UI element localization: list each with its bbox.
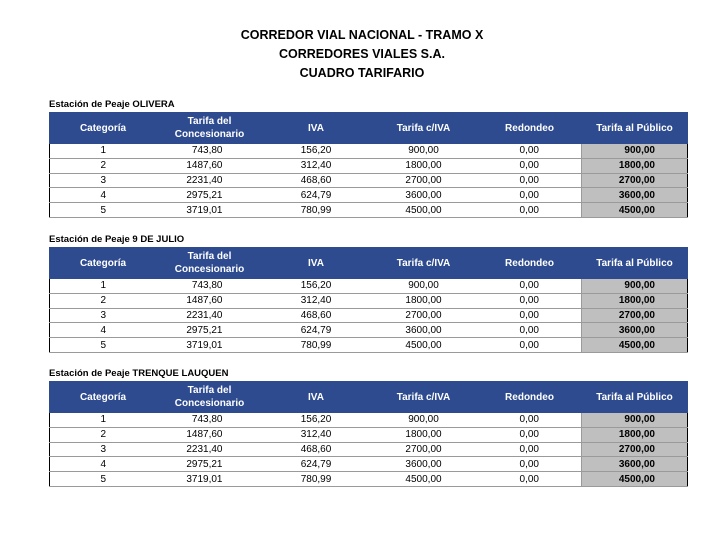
cell-redondeo: 0,00 bbox=[478, 158, 582, 173]
cell-tarifa-publico: 900,00 bbox=[582, 144, 688, 159]
header-tarifa-publico: Tarifa al Público bbox=[582, 248, 688, 279]
header-tarifa-civa: Tarifa c/IVA bbox=[370, 248, 478, 279]
station-section bbox=[49, 234, 687, 353]
cell-categoria: 5 bbox=[50, 203, 157, 218]
cell-tarifa-concesionario: 2975,21 bbox=[157, 188, 263, 203]
cell-iva: 624,79 bbox=[263, 323, 370, 338]
table-row bbox=[50, 457, 688, 472]
cell-iva: 624,79 bbox=[263, 457, 370, 472]
cell-tarifa-publico: 4500,00 bbox=[582, 203, 688, 218]
cell-redondeo: 0,00 bbox=[478, 413, 582, 428]
cell-tarifa-concesionario: 743,80 bbox=[157, 413, 263, 428]
cell-tarifa-civa: 2700,00 bbox=[370, 442, 478, 457]
cell-redondeo: 0,00 bbox=[478, 203, 582, 218]
table-row bbox=[50, 279, 688, 294]
station-label: Estación de Peaje OLIVERA bbox=[49, 99, 175, 110]
cell-tarifa-publico: 1800,00 bbox=[582, 158, 688, 173]
cell-tarifa-civa: 1800,00 bbox=[370, 158, 478, 173]
tariff-table bbox=[49, 381, 688, 487]
cell-categoria: 1 bbox=[50, 279, 157, 294]
cell-redondeo: 0,00 bbox=[478, 188, 582, 203]
cell-tarifa-concesionario: 3719,01 bbox=[157, 203, 263, 218]
header-tarifa-concesionario bbox=[157, 248, 263, 279]
cell-tarifa-concesionario: 3719,01 bbox=[157, 472, 263, 487]
cell-tarifa-concesionario: 2975,21 bbox=[157, 457, 263, 472]
cell-redondeo: 0,00 bbox=[478, 293, 582, 308]
cell-tarifa-concesionario: 2975,21 bbox=[157, 323, 263, 338]
cell-iva: 468,60 bbox=[263, 308, 370, 323]
header-tarifa-line2: Concesionario bbox=[174, 398, 245, 409]
cell-tarifa-publico: 4500,00 bbox=[582, 472, 688, 487]
cell-iva: 780,99 bbox=[263, 203, 370, 218]
cell-redondeo: 0,00 bbox=[478, 173, 582, 188]
station-label: Estación de Peaje TRENQUE LAUQUEN bbox=[49, 368, 229, 379]
table-header-row bbox=[50, 248, 688, 279]
cell-categoria: 1 bbox=[50, 413, 157, 428]
station-label: Estación de Peaje 9 DE JULIO bbox=[49, 234, 185, 245]
cell-tarifa-publico: 3600,00 bbox=[582, 188, 688, 203]
cell-categoria: 5 bbox=[50, 472, 157, 487]
cell-redondeo: 0,00 bbox=[478, 308, 582, 323]
cell-iva: 780,99 bbox=[263, 472, 370, 487]
cell-categoria: 4 bbox=[50, 457, 157, 472]
header-redondeo: Redondeo bbox=[478, 382, 582, 413]
cell-tarifa-concesionario: 743,80 bbox=[157, 279, 263, 294]
cell-tarifa-civa: 4500,00 bbox=[370, 472, 478, 487]
cell-tarifa-publico: 3600,00 bbox=[582, 323, 688, 338]
header-redondeo: Redondeo bbox=[478, 113, 582, 144]
cell-categoria: 1 bbox=[50, 144, 157, 159]
cell-redondeo: 0,00 bbox=[478, 427, 582, 442]
cell-categoria: 4 bbox=[50, 188, 157, 203]
table-row bbox=[50, 427, 688, 442]
cell-tarifa-publico: 2700,00 bbox=[582, 308, 688, 323]
header-iva: IVA bbox=[263, 113, 370, 144]
table-row bbox=[50, 323, 688, 338]
cell-tarifa-publico: 1800,00 bbox=[582, 427, 688, 442]
cell-tarifa-civa: 4500,00 bbox=[370, 203, 478, 218]
cell-tarifa-concesionario: 1487,60 bbox=[157, 427, 263, 442]
cell-tarifa-publico: 3600,00 bbox=[582, 457, 688, 472]
cell-redondeo: 0,00 bbox=[478, 338, 582, 353]
table-row bbox=[50, 144, 688, 159]
cell-iva: 624,79 bbox=[263, 188, 370, 203]
table-row bbox=[50, 413, 688, 428]
cell-tarifa-concesionario: 1487,60 bbox=[157, 158, 263, 173]
table-row bbox=[50, 203, 688, 218]
cell-tarifa-concesionario: 2231,40 bbox=[157, 308, 263, 323]
cell-tarifa-civa: 3600,00 bbox=[370, 457, 478, 472]
cell-tarifa-civa: 3600,00 bbox=[370, 188, 478, 203]
document-titles bbox=[0, 26, 724, 83]
table-row bbox=[50, 442, 688, 457]
cell-tarifa-publico: 900,00 bbox=[582, 279, 688, 294]
cell-categoria: 3 bbox=[50, 308, 157, 323]
cell-redondeo: 0,00 bbox=[478, 472, 582, 487]
cell-tarifa-civa: 1800,00 bbox=[370, 427, 478, 442]
cell-tarifa-concesionario: 3719,01 bbox=[157, 338, 263, 353]
title-line-3: CUADRO TARIFARIO bbox=[299, 66, 425, 80]
title-line-2: CORREDORES VIALES S.A. bbox=[279, 47, 445, 61]
table-row bbox=[50, 188, 688, 203]
cell-tarifa-civa: 3600,00 bbox=[370, 323, 478, 338]
cell-categoria: 2 bbox=[50, 293, 157, 308]
cell-tarifa-civa: 1800,00 bbox=[370, 293, 478, 308]
cell-categoria: 2 bbox=[50, 158, 157, 173]
header-tarifa-line1: Tarifa del bbox=[187, 385, 232, 396]
header-tarifa-civa: Tarifa c/IVA bbox=[370, 113, 478, 144]
table-header-row bbox=[50, 382, 688, 413]
header-tarifa-line2: Concesionario bbox=[174, 129, 245, 140]
table-row bbox=[50, 293, 688, 308]
header-categoria: Categoría bbox=[50, 382, 157, 413]
cell-tarifa-concesionario: 743,80 bbox=[157, 144, 263, 159]
header-categoria: Categoría bbox=[50, 113, 157, 144]
cell-categoria: 5 bbox=[50, 338, 157, 353]
cell-tarifa-civa: 2700,00 bbox=[370, 308, 478, 323]
header-tarifa-line1: Tarifa del bbox=[187, 116, 232, 127]
header-redondeo: Redondeo bbox=[478, 248, 582, 279]
cell-iva: 312,40 bbox=[263, 427, 370, 442]
cell-redondeo: 0,00 bbox=[478, 457, 582, 472]
cell-tarifa-civa: 4500,00 bbox=[370, 338, 478, 353]
cell-iva: 312,40 bbox=[263, 158, 370, 173]
header-tarifa-concesionario bbox=[157, 382, 263, 413]
cell-iva: 156,20 bbox=[263, 144, 370, 159]
tariff-table bbox=[49, 247, 688, 353]
table-header-row bbox=[50, 113, 688, 144]
cell-iva: 156,20 bbox=[263, 279, 370, 294]
cell-iva: 468,60 bbox=[263, 173, 370, 188]
cell-tarifa-civa: 900,00 bbox=[370, 279, 478, 294]
cell-redondeo: 0,00 bbox=[478, 279, 582, 294]
header-iva: IVA bbox=[263, 382, 370, 413]
cell-tarifa-civa: 900,00 bbox=[370, 413, 478, 428]
cell-redondeo: 0,00 bbox=[478, 144, 582, 159]
cell-tarifa-publico: 4500,00 bbox=[582, 338, 688, 353]
header-categoria: Categoría bbox=[50, 248, 157, 279]
header-tarifa-line1: Tarifa del bbox=[187, 251, 232, 262]
table-row bbox=[50, 173, 688, 188]
cell-iva: 468,60 bbox=[263, 442, 370, 457]
header-tarifa-publico: Tarifa al Público bbox=[582, 113, 688, 144]
table-row bbox=[50, 338, 688, 353]
title-line-1: CORREDOR VIAL NACIONAL - TRAMO X bbox=[240, 28, 484, 42]
header-tarifa-publico: Tarifa al Público bbox=[582, 382, 688, 413]
cell-redondeo: 0,00 bbox=[478, 442, 582, 457]
cell-categoria: 3 bbox=[50, 442, 157, 457]
header-tarifa-civa: Tarifa c/IVA bbox=[370, 382, 478, 413]
cell-tarifa-civa: 900,00 bbox=[370, 144, 478, 159]
cell-iva: 312,40 bbox=[263, 293, 370, 308]
cell-categoria: 3 bbox=[50, 173, 157, 188]
station-section bbox=[49, 368, 687, 487]
cell-tarifa-civa: 2700,00 bbox=[370, 173, 478, 188]
cell-categoria: 4 bbox=[50, 323, 157, 338]
cell-tarifa-publico: 2700,00 bbox=[582, 173, 688, 188]
cell-tarifa-concesionario: 1487,60 bbox=[157, 293, 263, 308]
cell-tarifa-publico: 1800,00 bbox=[582, 293, 688, 308]
table-row bbox=[50, 158, 688, 173]
table-row bbox=[50, 308, 688, 323]
cell-iva: 156,20 bbox=[263, 413, 370, 428]
cell-tarifa-publico: 900,00 bbox=[582, 413, 688, 428]
header-tarifa-concesionario bbox=[157, 113, 263, 144]
cell-tarifa-concesionario: 2231,40 bbox=[157, 442, 263, 457]
header-iva: IVA bbox=[263, 248, 370, 279]
cell-tarifa-concesionario: 2231,40 bbox=[157, 173, 263, 188]
cell-iva: 780,99 bbox=[263, 338, 370, 353]
header-tarifa-line2: Concesionario bbox=[174, 264, 245, 275]
tariff-table bbox=[49, 112, 688, 218]
cell-categoria: 2 bbox=[50, 427, 157, 442]
cell-tarifa-publico: 2700,00 bbox=[582, 442, 688, 457]
cell-redondeo: 0,00 bbox=[478, 323, 582, 338]
table-row bbox=[50, 472, 688, 487]
station-section bbox=[49, 99, 687, 218]
